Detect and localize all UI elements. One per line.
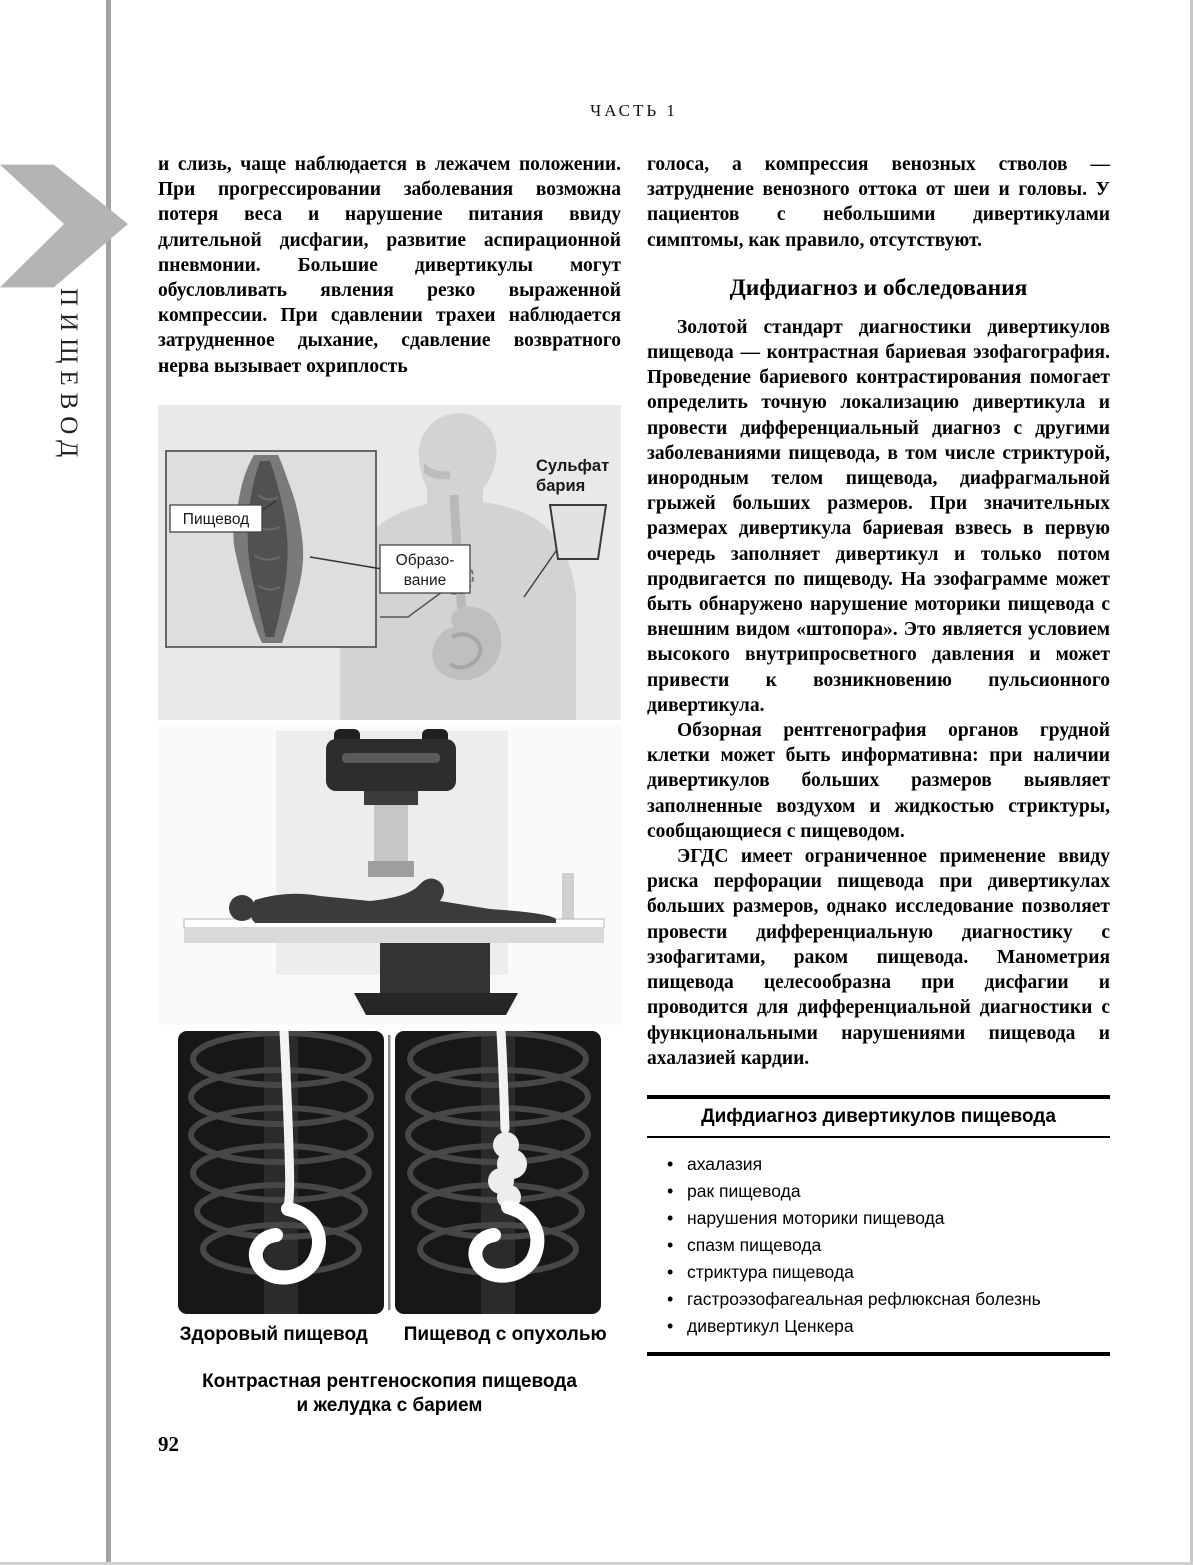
body-paragraph: Золотой стандарт диагностики дивертикулов пищевода — контрастная бариевая эзофагография. Проведение бариевого контрастирования помогает определить точную локализацию дивертикула и провести дифференциальный диагноз с другими заболеваниями пищевода, в том числе стриктурой, инородным телом пищевода, диафрагмальной грыжей больших размеров. При значительных размерах дивертикула бариевая взвесь в первую очередь заполняет дивертикул и только потом продвигается по пищеводу. На эзофаграмме может быть обнаружено нарушение моторики пищевода с внешним видом «штопора». Это является условием высокого внутрипросветного давления и может привести к возникновению пульсионного дивертикула. bbox=[647, 316, 1110, 716]
body-paragraph: ЭГДС имеет ограниченное применение ввиду риска перфорации пищевода при дивертикулах больших размеров, однако исследование позволяет провести дифференциальную диагностику с эзофагитами, раком пищевода. Манометрия пищевода целесообразна при дисфагии и проводится для дифференциальной диагностики с функциональными нарушениями пищевода и ахалазией кардии. bbox=[647, 846, 1110, 1069]
fluoroscopy-machine-svg bbox=[158, 725, 621, 1025]
body-paragraph: голоса, а компрессия венозных стволов — затруднение венозного оттока от шеи и головы. У пациентов с небольшими дивертикулами симптомы, как правило, отсутствуют. bbox=[647, 154, 1110, 251]
table-support-pole bbox=[562, 873, 574, 923]
barium-cup-icon bbox=[550, 505, 606, 559]
contrast-xrays-svg bbox=[158, 1031, 621, 1314]
page-number: 92 bbox=[158, 1432, 179, 1456]
diff-list-item: • спазм пищевода bbox=[665, 1235, 1102, 1255]
body-paragraph: Обзорная рентгенография органов грудной клетки может быть информативна: при наличии дивертикулов больших размеров выявляет заполненные воздухом и жидкостью стриктуры, сообщающиеся с пищеводом. bbox=[647, 720, 1110, 842]
label-barium-text-line2: бария bbox=[536, 476, 586, 495]
xray-panel-healthy bbox=[178, 1031, 384, 1314]
diff-list-item: • дивертикул Ценкера bbox=[665, 1316, 1102, 1336]
diff-list-item: • рак пищевода bbox=[665, 1181, 1102, 1201]
diff-list-item: • стриктура пищевода bbox=[665, 1262, 1102, 1282]
diffbox-title: Дифдиагноз дивертикулов пищевода bbox=[647, 1099, 1110, 1138]
diffbox-list bbox=[647, 1138, 1110, 1352]
panel-divider bbox=[388, 1035, 391, 1310]
figure-fluoroscopy-machine bbox=[158, 725, 621, 1025]
figure-anatomy-illustration bbox=[158, 405, 621, 720]
body-paragraph: и слизь, чаще наблюдается в лежачем положении. При прогрессировании заболевания возможна потеря веса и нарушение питания ввиду длительной дисфагии, развитие аспирационной пневмонии. Большие дивертикулы могут обусловливать явления резко выраженной компрессии. При сдавлении трахеи наблюдается затрудненное дыхание, сдавление возвратного нерва вызывает охриплость bbox=[158, 154, 621, 377]
diff-list-item: • ахалазия bbox=[665, 1154, 1102, 1174]
left-column bbox=[158, 152, 621, 1418]
xray-label-tumor: Пищевод с опухолью bbox=[403, 1323, 607, 1345]
differential-diagnosis-box bbox=[647, 1095, 1110, 1356]
xray-panel-tumor bbox=[395, 1031, 601, 1314]
label-esophagus-callout bbox=[170, 501, 276, 532]
running-head: ЧАСТЬ 1 bbox=[590, 101, 678, 120]
diff-list-item: • нарушения моторики пищевода bbox=[665, 1208, 1102, 1228]
label-mass-text-line1: Образо- bbox=[395, 551, 455, 569]
label-esophagus-text: Пищевод bbox=[182, 510, 250, 528]
right-column bbox=[647, 152, 1110, 1356]
figure-caption-line2: и желудка с барием bbox=[296, 1394, 483, 1416]
chapter-spine-label: ПИЩЕВОД bbox=[55, 288, 82, 465]
xray-labels-row bbox=[158, 1324, 621, 1346]
figure-contrast-xrays bbox=[158, 1031, 621, 1418]
anatomy-illustration-svg bbox=[158, 405, 621, 720]
figure-caption-line1: Контрастная рентгеноскопия пищевода bbox=[202, 1370, 577, 1392]
esophagus-inset-box bbox=[166, 451, 376, 647]
figure-caption bbox=[158, 1370, 621, 1418]
label-mass-text-line2: вание bbox=[403, 571, 447, 589]
diff-list-item: • гастроэзофагеальная рефлюксная болезнь bbox=[665, 1289, 1102, 1309]
xray-label-healthy: Здоровый пищевод bbox=[179, 1323, 368, 1345]
section-heading: Дифдиагноз и обследования bbox=[729, 274, 1028, 301]
label-barium-text-line1: Сульфат bbox=[536, 456, 610, 475]
